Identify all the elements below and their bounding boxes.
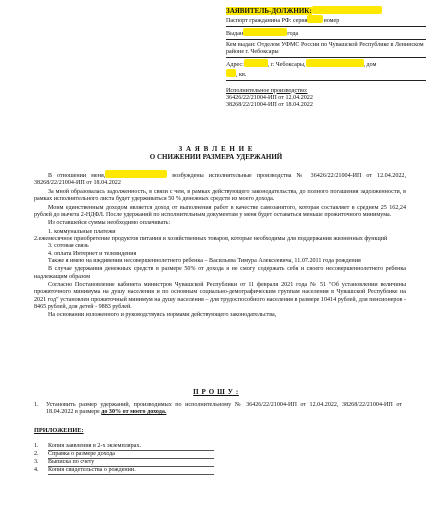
paragraph-2: За мной образовалась задолженность, в связи с чем, в рамках действующего законодательства, до полного погашения задолженности, в рамках исполнительного листа будет удерживаться 50 % денежных средств из моего дохода. bbox=[34, 188, 406, 202]
request-emphasis: до 30% от моего дохода. bbox=[101, 409, 167, 416]
paragraph-4: Из оставшейся суммы необходимо оплачивать: bbox=[48, 220, 171, 227]
issued-line: Выдан года bbox=[226, 28, 426, 40]
attachments-list bbox=[34, 443, 334, 475]
body-text bbox=[34, 170, 406, 321]
list-item: 3. сотовая связь bbox=[48, 243, 89, 250]
document-title: З А Я В Л Е Н И Е bbox=[178, 145, 254, 153]
paragraph-6: В случае удержания денежных средств в размере 50% от дохода я не смогу содержать себя и своего несовершеннолетнего ребенка надлежащим образом bbox=[34, 266, 406, 280]
attachment-item: 4. Копия свидетельства о рождении. bbox=[34, 467, 334, 475]
list-item: 4. оплата Интернет и телевидения bbox=[48, 250, 137, 257]
request-item bbox=[34, 402, 402, 417]
passport-line: Паспорт гражданина РФ: серия номер bbox=[226, 15, 426, 27]
request-text: Установить размер удержаний, производимых по исполнительному № 36426/22/21004-ИП от 12.04.2022, 38268/22/21004-ИП от 18.04.2022 в размере bbox=[46, 402, 402, 416]
paragraph-5: Также я имею на иждивении несовершеннолетнего ребенка – Васильева Тимура Алексеевича, 11.07.2011 года рождения bbox=[48, 257, 361, 264]
paragraph-3: Моим единственным доходом является доход от выполнения работ в качестве самозанятого, которая составляет в среднем 25 162,24 рублей до вычета 2-НДФЛ. После удержаний по исполнительным документам у меня будет оставаться меньше прожиточного минимума. bbox=[34, 204, 406, 218]
address-line: Адрес: , г. Чебоксары, , дом , кв. bbox=[226, 59, 426, 81]
attachment-item: 2. Справка о размере дохода bbox=[34, 451, 334, 459]
proceedings-1: 36426/22/21004-ИП от 12.04.2022 bbox=[226, 94, 313, 101]
attachment-item: 1. Копия заявления в 2-х экземплярах. bbox=[34, 443, 334, 451]
list-item: 1. коммунальные платежи bbox=[48, 229, 116, 236]
list-item: 2.ежемесячное приобретение продуктов питания и хозяйственных товаров, которые необходимы для поддержания жизненных функций bbox=[34, 236, 388, 243]
document-subtitle: О СНИЖЕНИИ РАЗМЕРА УДЕРЖАНИЙ bbox=[149, 153, 283, 161]
applicant-header bbox=[226, 6, 426, 110]
applicant-title: ЗАЯВИТЕЛЬ-ДОЛЖНИК: bbox=[226, 6, 426, 15]
request-heading: П Р О Ш У : bbox=[193, 388, 239, 396]
paragraph-1: В отношении меня, возбуждены исполнительные производства № 36426/22/21004-ИП от 12.04.2022, 38268/22/21004-ИП от 18.04.2022 bbox=[34, 170, 406, 187]
proceedings-title: Исполнительное производство: bbox=[226, 87, 308, 94]
attachments-heading: ПРИЛОЖЕНИЕ: bbox=[34, 427, 84, 434]
issued-by-line: Кем выдан: Отделом УФМС России по Чувашской Республике в Ленинском районе г. Чебоксары bbox=[226, 42, 426, 58]
paragraph-8: На основании изложенного и руководствуясь нормами действующего законодательства, bbox=[48, 312, 277, 319]
proceedings-2: 38268/22/21004-ИП от 18.04.2022 bbox=[226, 102, 313, 109]
paragraph-7: Согласно Постановление кабинета министров Чувашской Республики от 11 февраля 2021 года № 51 "Об установлении величины прожиточного минимума на душу населения и по основным социально-демографическим группам населения в Чувашской Республике на 2021 год" установлен прожиточный минимум на душу населения – для трудоспособного населения в размере 10414 рублей, для пенсионеров - 8465 рублей, для детей - 9883 рублей. bbox=[34, 282, 406, 310]
request-number: 1. bbox=[34, 402, 39, 408]
attachment-item: 3. Выписка по счету bbox=[34, 459, 334, 467]
expenses-list bbox=[34, 229, 406, 258]
redacted-name bbox=[312, 6, 382, 14]
